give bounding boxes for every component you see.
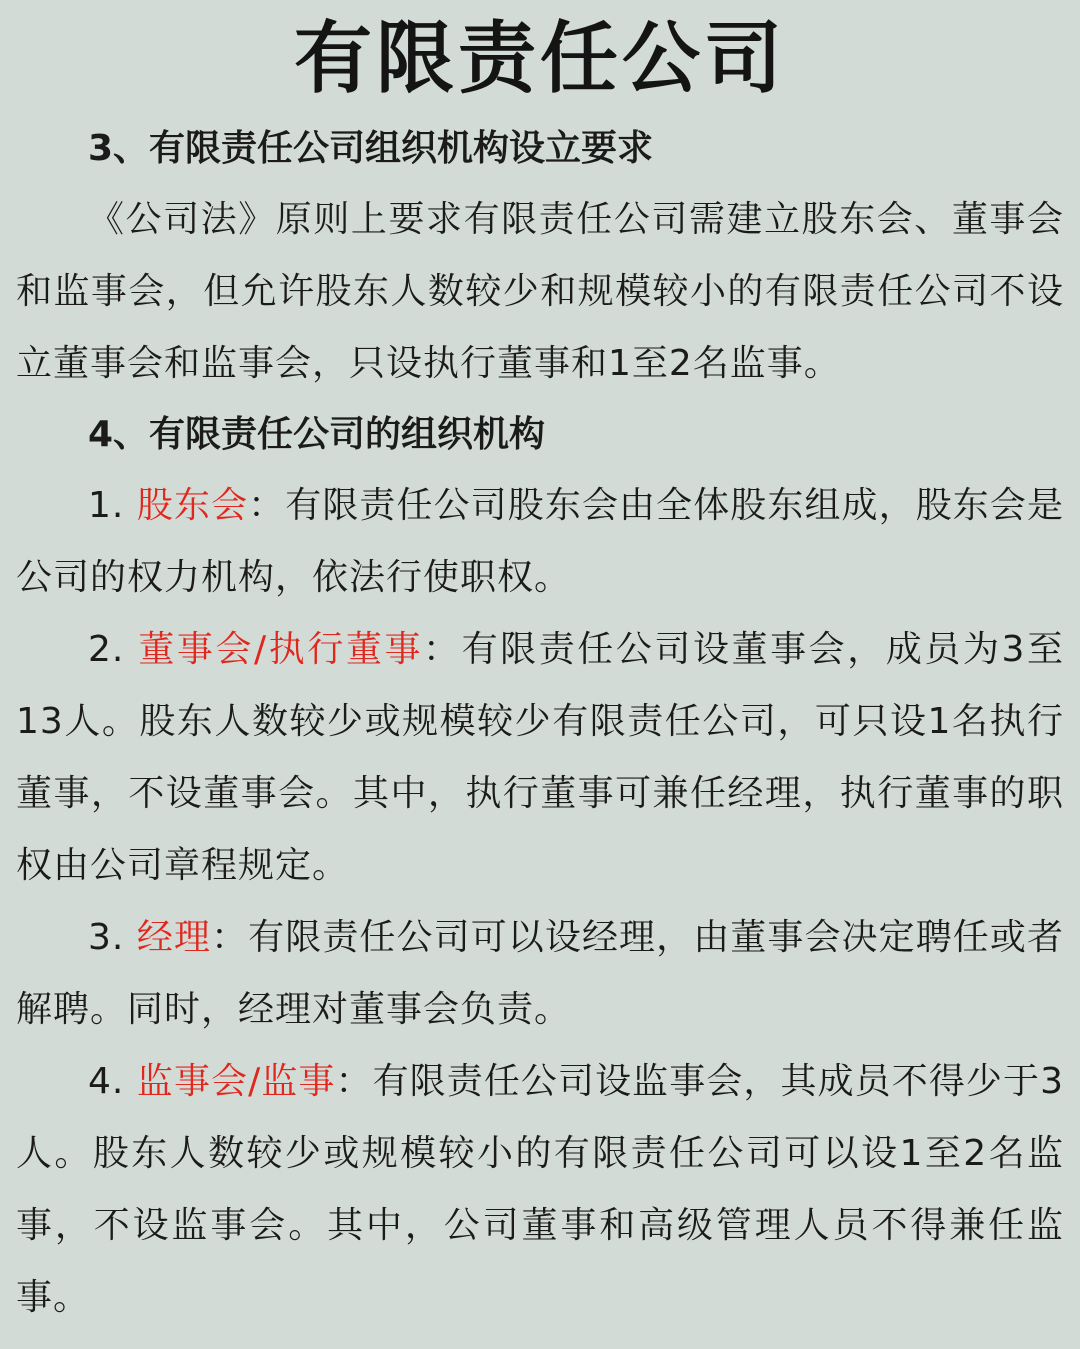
item-number: 3. (88, 917, 137, 958)
item-term: 经理 (136, 917, 212, 958)
org-item-supervisory-board (16, 1046, 1064, 1334)
item-colon: ： (423, 629, 462, 670)
org-item-shareholders-meeting (16, 470, 1064, 614)
item-number: 1. (88, 485, 137, 526)
item-text: 有限责任公司设监事会，其成员不得少于3人。股东人数较少或规模较小的有限责任公司可以设1至2名监事，不设监事会。其中，公司董事和高级管理人员不得兼任监事。 (16, 1061, 1064, 1318)
item-text: 有限责任公司设董事会，成员为3至13人。股东人数较少或规模较少有限责任公司，可只设1名执行董事，不设董事会。其中，执行董事可兼任经理，执行董事的职权由公司章程规定。 (16, 629, 1064, 886)
item-colon: ： (335, 1061, 373, 1102)
page-title: 有限责任公司 (293, 14, 786, 104)
org-item-manager (16, 902, 1064, 1046)
item-colon: ： (248, 485, 286, 526)
item-number: 4. (88, 1061, 137, 1102)
org-item-board-of-directors (16, 614, 1064, 902)
section-3-body: 《公司法》原则上要求有限责任公司需建立股东会、董事会和监事会，但允许股东人数较少和规模较小的有限责任公司不设立董事会和监事会，只设执行董事和1至2名监事。 (16, 199, 1064, 384)
item-number: 2. (88, 629, 139, 670)
section-4-heading: 4、有限责任公司的组织机构 (88, 414, 546, 455)
item-colon: ： (211, 917, 249, 958)
section-3-heading: 3、有限责任公司组织机构设立要求 (88, 128, 654, 169)
item-term: 董事会/执行董事 (138, 629, 424, 670)
item-term: 股东会 (136, 485, 249, 526)
item-term: 监事会/监事 (136, 1061, 336, 1102)
item-text: 有限责任公司可以设经理，由董事会决定聘任或者解聘。同时，经理对董事会负责。 (16, 917, 1064, 1030)
item-text: 有限责任公司股东会由全体股东组成，股东会是公司的权力机构，依法行使职权。 (16, 485, 1064, 598)
